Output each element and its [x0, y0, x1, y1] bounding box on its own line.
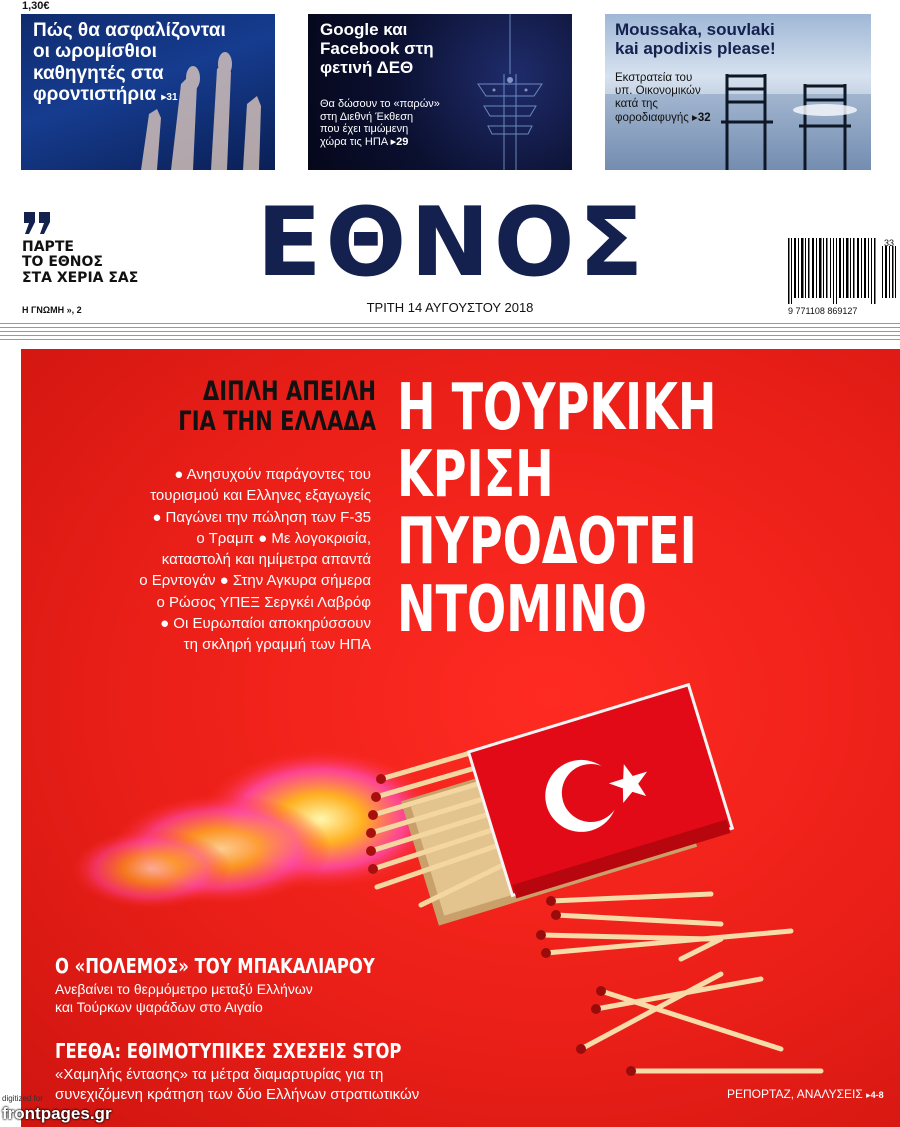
teaser-moussaka[interactable] — [605, 14, 871, 170]
teaser-google-facebook[interactable] — [308, 14, 572, 170]
page-arrow-icon: ▸ — [161, 91, 167, 103]
report-pages: 4-8 — [870, 1090, 884, 1100]
bullet-line: τουρισμού και Ελληνες εξαγωγείς — [150, 487, 371, 505]
headline-line: ΠΥΡΟΔΟΤΕΙ — [397, 505, 697, 580]
teaser-gf-sub: χώρα τις ΗΠΑ — [320, 135, 388, 148]
substory-geetha[interactable] — [55, 1039, 495, 1104]
promo-block[interactable] — [22, 240, 142, 286]
barcode — [786, 238, 900, 308]
main-story-panel[interactable] — [21, 349, 900, 1127]
teaser-tutors-line: καθηγητές στα — [33, 62, 164, 84]
teaser-gf-sub: Θα δώσουν το «παρών» — [320, 98, 440, 110]
quote-icon — [22, 210, 52, 236]
teaser-page: 31 — [166, 91, 178, 103]
watermark-small: digitized for — [2, 1094, 43, 1103]
divider — [0, 323, 900, 324]
bullet-line: καταστολή και ημίμετρα απαντά — [161, 551, 371, 569]
issue-date: ΤΡΙΤΗ 14 ΑΥΓΟΥΣΤΟΥ 2018 — [366, 300, 534, 315]
divider — [0, 339, 900, 340]
teaser-gf-line: Google και — [320, 20, 408, 39]
teaser-m-sub: φοροδιαφυγής — [615, 111, 689, 124]
teaser-page: 29 — [396, 135, 409, 148]
headline-line: Η ΤΟΥΡΚΙΚΗ — [397, 371, 717, 445]
divider — [0, 331, 900, 332]
divider — [0, 335, 900, 336]
page-arrow-icon: ▸ — [866, 1090, 871, 1100]
teaser-gf-line: φετινή ΔΕΘ — [320, 58, 414, 78]
bullet-line: ● Οι Ευρωπαίοι αποκηρύσσουν — [160, 615, 371, 633]
teaser-m-sub: κατά της — [615, 98, 658, 111]
masthead-logo: ΕΘΝΟΣ — [256, 188, 648, 298]
substory-title: ΓΕΕΘΑ: ΕΘΙΜΟΤΥΠΙΚΕΣ ΣΧΕΣΕΙΣ STOP — [55, 1039, 402, 1063]
page-arrow-icon: ▸ — [390, 135, 397, 148]
kicker-line: ΔΙΠΛΗ ΑΠΕΙΛΗ — [202, 376, 376, 407]
teaser-m-line: kai apodixis please! — [615, 39, 776, 59]
bullet-line: ο Ερντογάν ● Στην Αγκυρα σήμερα — [139, 572, 371, 590]
teaser-m-sub: υπ. Οικονομικών — [615, 85, 701, 98]
barcode-number: 9 771108 869127 — [788, 306, 858, 316]
teaser-m-line: Moussaka, souvlaki — [615, 20, 775, 39]
substory-body-line: και Τούρκων ψαράδων στο Αιγαίο — [55, 999, 263, 1016]
report-reference[interactable] — [727, 1087, 884, 1101]
promo-ref: Η ΓΝΩΜΗ », 2 — [22, 305, 82, 315]
cover-price: 1,30€ — [22, 0, 50, 12]
bullet-line: ● Παγώνει την πώληση των F-35 — [152, 508, 371, 526]
teaser-tutors-line: φροντιστήρια — [33, 83, 157, 105]
issue-number: 33 — [884, 238, 895, 248]
promo-line: ΣΤΑ ΧΕΡΙΑ ΣΑΣ — [22, 269, 139, 286]
substory-title: Ο «ΠΟΛΕΜΟΣ» ΤΟΥ ΜΠΑΚΑΛΙΑΡΟΥ — [55, 954, 375, 978]
bullet-line: τη σκληρή γραμμή των ΗΠΑ — [183, 636, 371, 654]
watermark-site: frontpages.gr — [2, 1104, 112, 1123]
substory-body-line: συνεχιζόμενη κράτηση των δύο Ελλήνων στρατιωτικών — [55, 1085, 420, 1103]
substory-cod-war[interactable] — [55, 954, 435, 1016]
teaser-gf-sub: στη Διεθνή Έκθεση — [320, 110, 414, 123]
bullet-line: ● Ανησυχούν παράγοντες του — [174, 466, 371, 483]
headline-line: ΚΡΙΣΗ — [397, 438, 554, 513]
kicker-line: ΓΙΑ ΤΗΝ ΕΛΛΑΔΑ — [178, 405, 376, 437]
substory-body-line: «Χαμηλής έντασης» τα μέτρα διαμαρτυρίας για τη — [55, 1066, 384, 1083]
teaser-tutors-line: οι ωρομίσθιοι — [33, 41, 157, 63]
story-bullets — [41, 464, 371, 656]
report-label: ΡΕΠΟΡΤΑΖ, ΑΝΑΛΥΣΕΙΣ — [727, 1087, 863, 1101]
main-headline[interactable] — [397, 371, 717, 647]
story-kicker — [177, 377, 376, 436]
bullet-line: ο Ρώσος ΥΠΕΞ Σεργκέι Λαβρόφ — [156, 593, 371, 611]
headline-line: ΝΤΟΜΙΝΟ — [397, 572, 647, 647]
teaser-m-sub: Εκστρατεία του — [615, 72, 693, 84]
promo-line: ΠΑΡΤΕ — [22, 239, 74, 255]
substory-body-line: Ανεβαίνει το θερμόμετρο μεταξύ Ελλήνων — [55, 981, 313, 997]
teaser-page: 32 — [697, 111, 711, 124]
divider — [0, 327, 900, 328]
teaser-tutors-line: Πώς θα ασφαλίζονται — [33, 20, 226, 41]
bullet-line: ο Τραμπ ● Με λογοκρισία, — [196, 529, 371, 547]
page-arrow-icon: ▸ — [692, 111, 698, 124]
teaser-tutors[interactable] — [21, 14, 275, 170]
promo-line: ΤΟ ΕΘΝΟΣ — [22, 254, 103, 271]
turkish-flag — [469, 685, 734, 900]
teaser-gf-line: Facebook στη — [320, 39, 434, 59]
teaser-gf-sub: που έχει τιμώμενη — [320, 123, 409, 136]
